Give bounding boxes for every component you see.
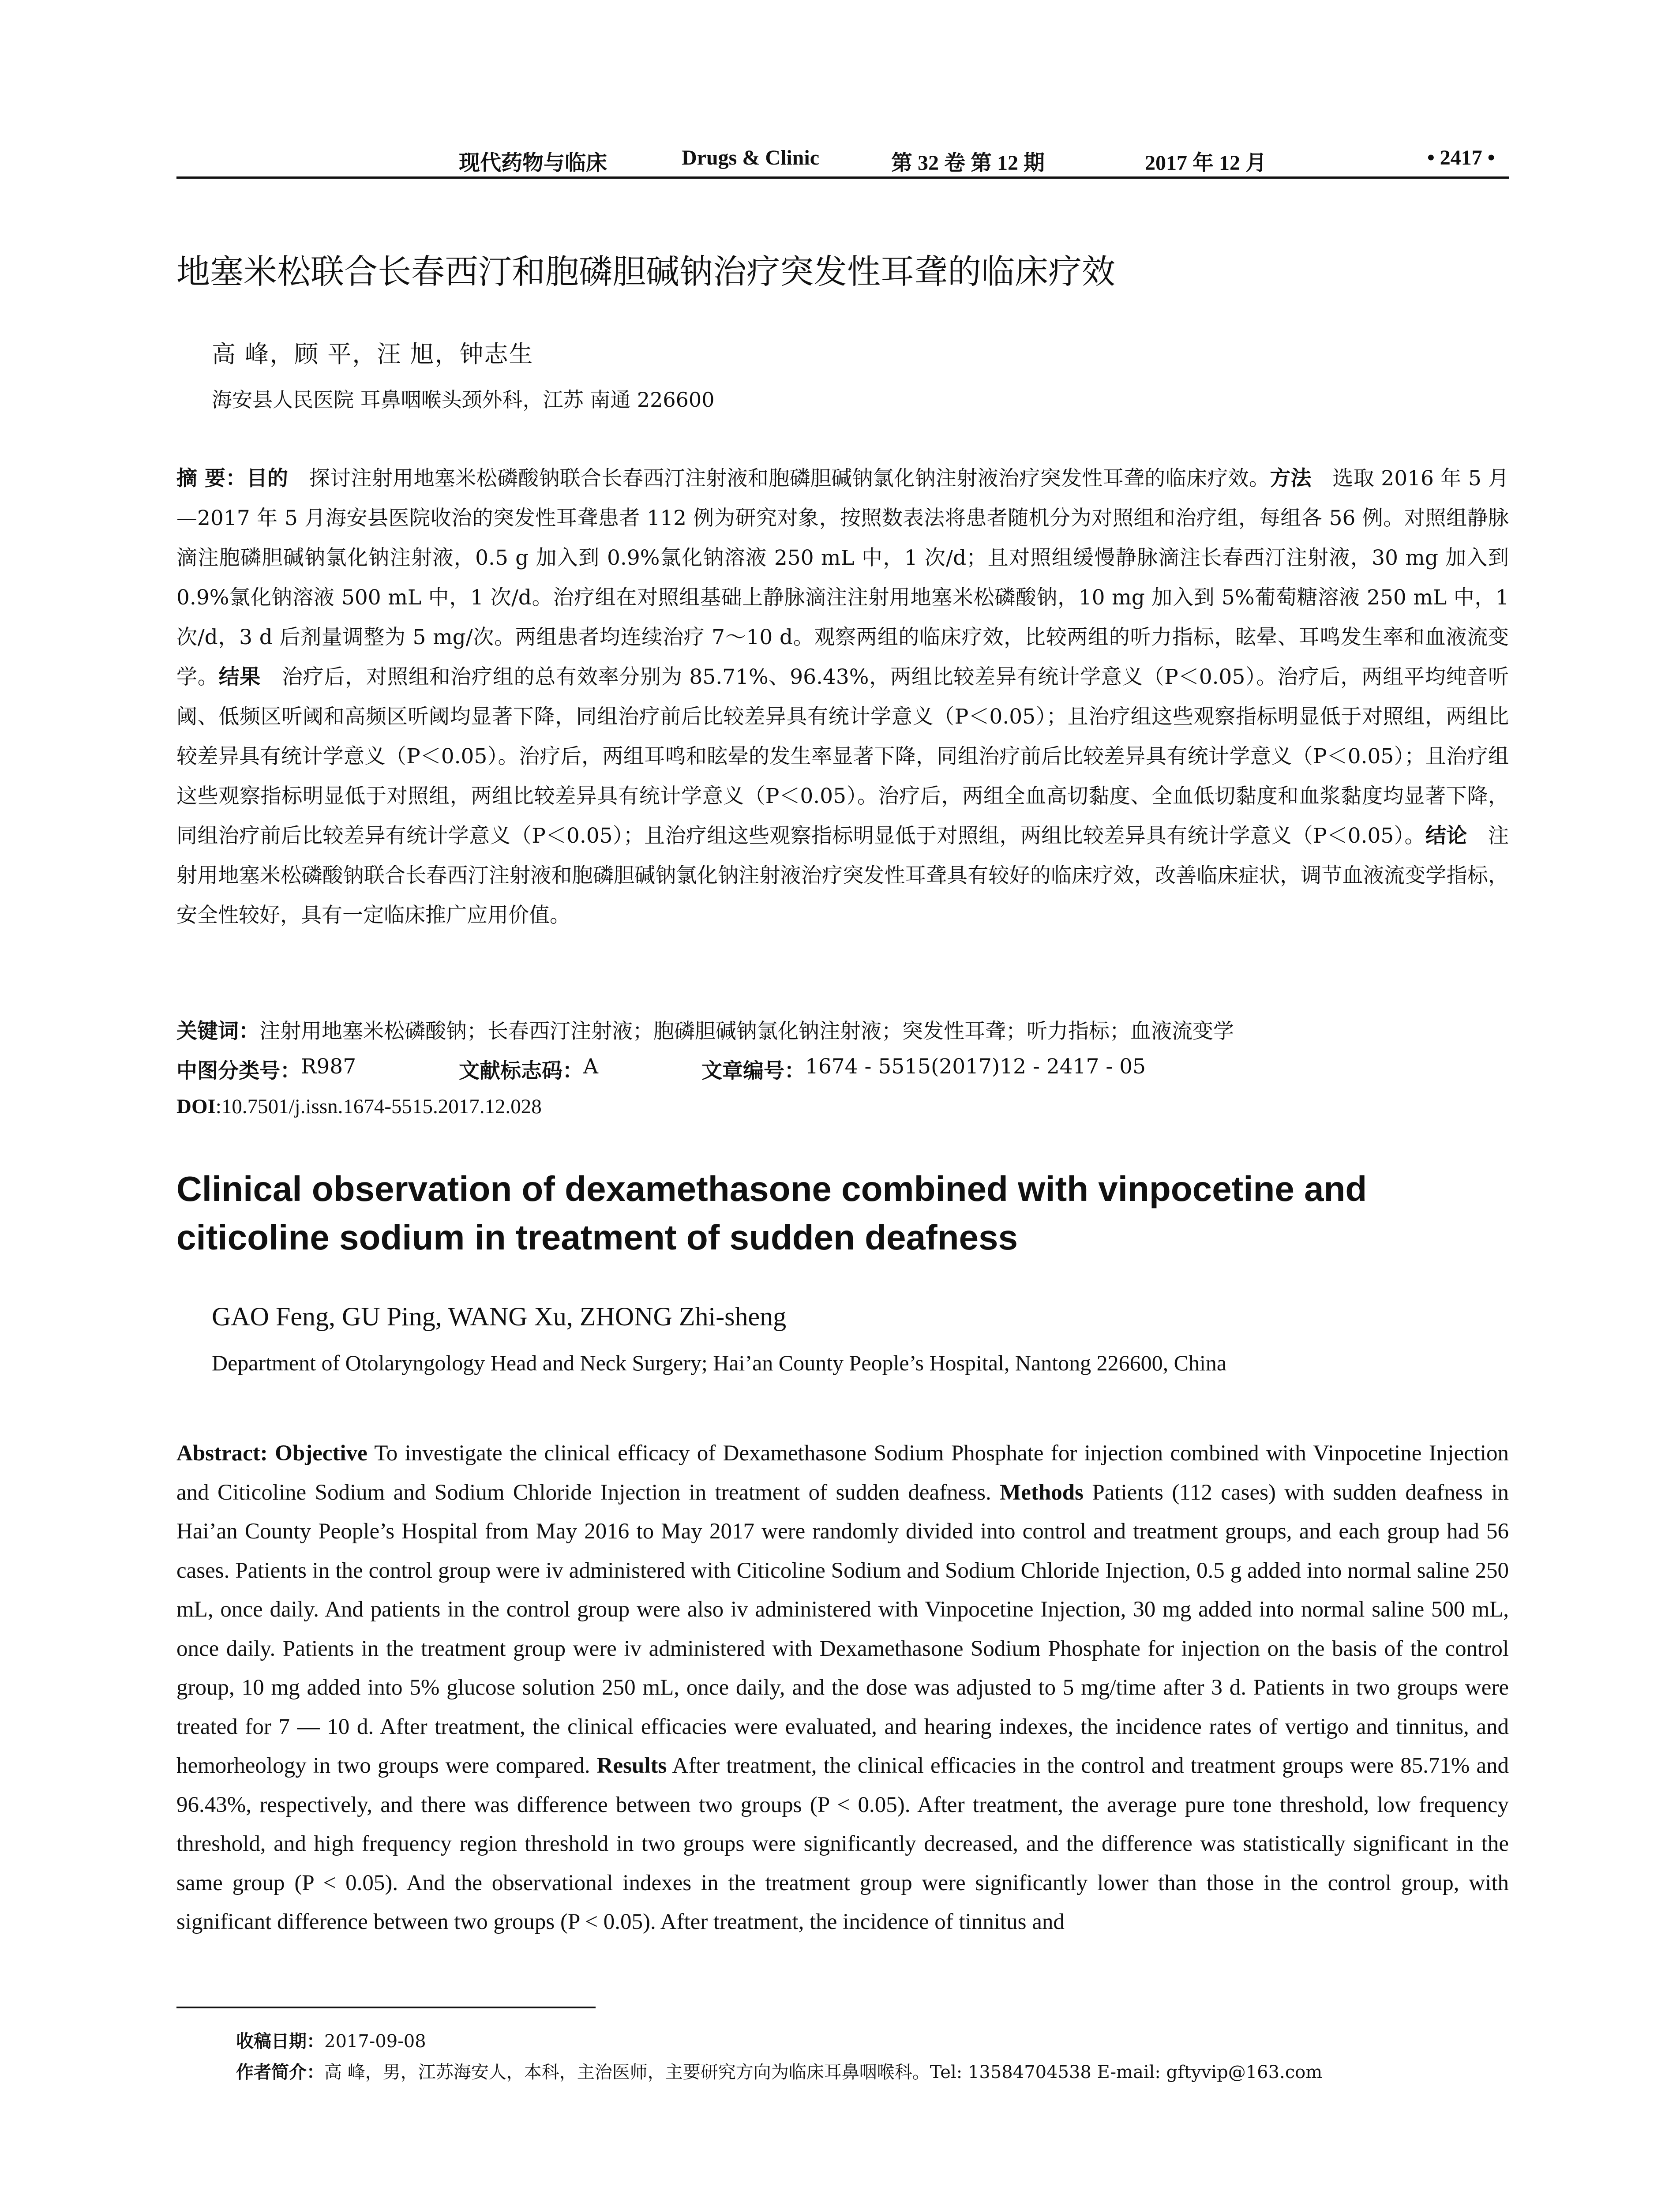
methods-text-en: Patients (112 cases) with sudden deafness in Hai’an County People’s Hospital from May 2016 to May 2017 were randomly divided into control and treatment groups, and each group had 56 cases. Patients in the control group were iv administered with Citicoline Sodium and Sodium Chloride Injection, 0.5 g added into normal saline 250 mL, once daily. And patients in the control group were also iv administered with Vinpocetine Injection, 30 mg added into normal saline 500 mL, once daily. Patients in the treatment group were iv administered with Dexamethasone Sodium Phosphate for injection on the basis of the control group, 10 mg added into 5% glucose solution 250 mL, once daily, and the dose was adjusted to 5 mg/time after 3 d. Patients in two groups were treated for 7 — 10 d. After treatment, the clinical efficacies were evaluated, and hearing indexes, the incidence rates of vertigo and tinnitus, and hemorheology in two groups were compared. — [176, 1480, 1509, 1778]
title-en: Clinical observation of dexamethasone combined with vinpocetine and citicoline sodium in treatment of sudden deafness — [176, 1169, 1367, 1257]
author-bio-value: 高 峰，男，江苏海安人，本科，主治医师，主要研究方向为临床耳鼻咽喉科。Tel: 13584704538 E-mail: gftyvip@163.com — [324, 2062, 1323, 2082]
objective-label-en: Objective — [275, 1441, 368, 1466]
running-header — [176, 141, 1509, 178]
received-date — [236, 2027, 426, 2052]
conclusion-label-cn: 结论 — [1425, 824, 1467, 848]
results-label-en: Results — [596, 1753, 667, 1778]
abstract-cn — [176, 459, 1509, 935]
doi-label: DOI — [176, 1095, 216, 1118]
results-text-en: After treatment, the clinical efficacies in the control and treatment groups were 85.71% and 96.43%, respectively, and there was difference between two groups (P < 0.05). After treatment, the average pure tone threshold, low frequency threshold, and high frequency region threshold in two groups were significantly decreased, and the difference was statistically significant in the same group (P < 0.05). And the observational indexes in the treatment group were significantly lower than those in the control group, with significant difference between two groups (P < 0.05). After treatment, the incidence of tinnitus and — [176, 1753, 1509, 1934]
results-label-cn: 结果 — [218, 665, 261, 689]
authors-en: GAO Feng, GU Ping, WANG Xu, ZHONG Zhi-sheng — [212, 1302, 787, 1331]
received-value: 2017-09-08 — [324, 2031, 426, 2052]
footnote-rule — [176, 2007, 596, 2008]
conclusion-text-cn: 注射用地塞米松磷酸钠联合长春西汀注射液和胞磷胆碱钠氯化钠注射液治疗突发性耳聋具有较好的临床疗效，改善临床症状，调节血液流变学指标，安全性较好，具有一定临床推广应用价值。 — [176, 824, 1509, 927]
journal-name-en: Drugs & Clinic — [682, 146, 819, 169]
journal-name-cn: 现代药物与临床 — [459, 151, 608, 175]
abstract-label-cn: 摘 要： — [176, 466, 247, 491]
authors-cn: 高 峰，顾 平，汪 旭，钟志生 — [212, 340, 534, 368]
volume-issue: 第 32 卷 第 12 期 — [891, 151, 1045, 175]
received-label: 收稿日期： — [236, 2031, 324, 2052]
keywords-label-cn: 关键词： — [176, 1019, 259, 1043]
doi — [176, 1094, 542, 1118]
author-bio — [236, 2058, 1322, 2083]
affiliation-en: Department of Otolaryngology Head and Neck Surgery; Hai’an County People’s Hospital, Nantong 226600, China — [212, 1351, 1227, 1375]
abstract-label-en: Abstract: — [176, 1441, 268, 1466]
results-text-cn: 治疗后，对照组和治疗组的总有效率分别为 85.71%、96.43%，两组比较差异有统计学意义（P＜0.05）。治疗后，两组平均纯音听阈、低频区听阈和高频区听阈均显著下降，同组治疗前后比较差异具有统计学意义（P＜0.05）；且治疗组这些观察指标明显低于对照组，两组比较差异具有统计学意义（P＜0.05）。治疗后，两组耳鸣和眩晕的发生率显著下降，同组治疗前后比较差异具有统计学意义（P＜0.05）；且治疗组这些观察指标明显低于对照组，两组比较差异具有统计学意义（P＜0.05）。治疗后，两组全血高切黏度、全血低切黏度和血浆黏度均显著下降，同组治疗前后比较差异有统计学意义（P＜0.05）；且治疗组这些观察指标明显低于对照组，两组比较差异具有统计学意义（P＜0.05）。 — [176, 665, 1509, 848]
title-cn: 地塞米松联合长春西汀和胞磷胆碱钠治疗突发性耳聋的临床疗效 — [176, 252, 1115, 291]
abstract-en — [176, 1434, 1509, 1942]
methods-text-cn: 选取 2016 年 5 月—2017 年 5 月海安县医院收治的突发性耳聋患者 112 例为研究对象，按照数表法将患者随机分为对照组和治疗组，每组各 56 例。对照组静脉滴注胞磷胆碱钠氯化钠注射液，0.5 g 加入到 0.9%氯化钠溶液 250 mL 中，1 次/d；且对照组缓慢静脉滴注长春西汀注射液，30 mg 加入到 0.9%氯化钠溶液 500 mL 中，1 次/d。治疗组在对照组基础上静脉滴注注射用地塞米松磷酸钠，10 mg 加入到 5%葡萄糖溶液 250 mL 中，1 次/d，3 d 后剂量调整为 5 mg/次。两组患者均连续治疗 7～10 d。观察两组的临床疗效，比较两组的听力指标，眩晕、耳鸣发生率和血液流变学。 — [176, 466, 1509, 689]
header-rule — [176, 176, 1509, 179]
objective-text-en: To investigate the clinical efficacy of Dexamethasone Sodium Phosphate for injection combined with Vinpocetine Injection and Citicoline Sodium and Sodium Chloride Injection in treatment of sudden deafness. — [176, 1441, 1509, 1505]
keywords-cn — [176, 1015, 1234, 1044]
document-code: 文献标志码： A — [459, 1054, 598, 1083]
keywords-value-cn: 注射用地塞米松磷酸钠；长春西汀注射液；胞磷胆碱钠氯化钠注射液；突发性耳聋；听力指标；血液流变学 — [259, 1019, 1234, 1043]
methods-label-en: Methods — [1000, 1480, 1084, 1505]
article-number: 文章编号： 1674 - 5515(2017)12 - 2417 - 05 — [701, 1054, 1146, 1083]
doi-value: :10.7501/j.issn.1674-5515.2017.12.028 — [215, 1095, 542, 1118]
clc-number: 中图分类号： R987 — [176, 1054, 356, 1083]
affiliation-cn: 海安县人民医院 耳鼻咽喉头颈外科，江苏 南通 226600 — [212, 388, 715, 412]
page-number: • 2417 • — [1427, 146, 1495, 169]
issue-date: 2017 年 12 月 — [1145, 151, 1267, 175]
objective-text-cn: 探讨注射用地塞米松磷酸钠联合长春西汀注射液和胞磷胆碱钠氯化钠注射液治疗突发性耳聋的临床疗效。 — [288, 466, 1270, 491]
objective-label-cn: 目的 — [246, 466, 289, 491]
methods-label-cn: 方法 — [1270, 466, 1312, 491]
author-bio-label: 作者简介： — [236, 2062, 324, 2082]
